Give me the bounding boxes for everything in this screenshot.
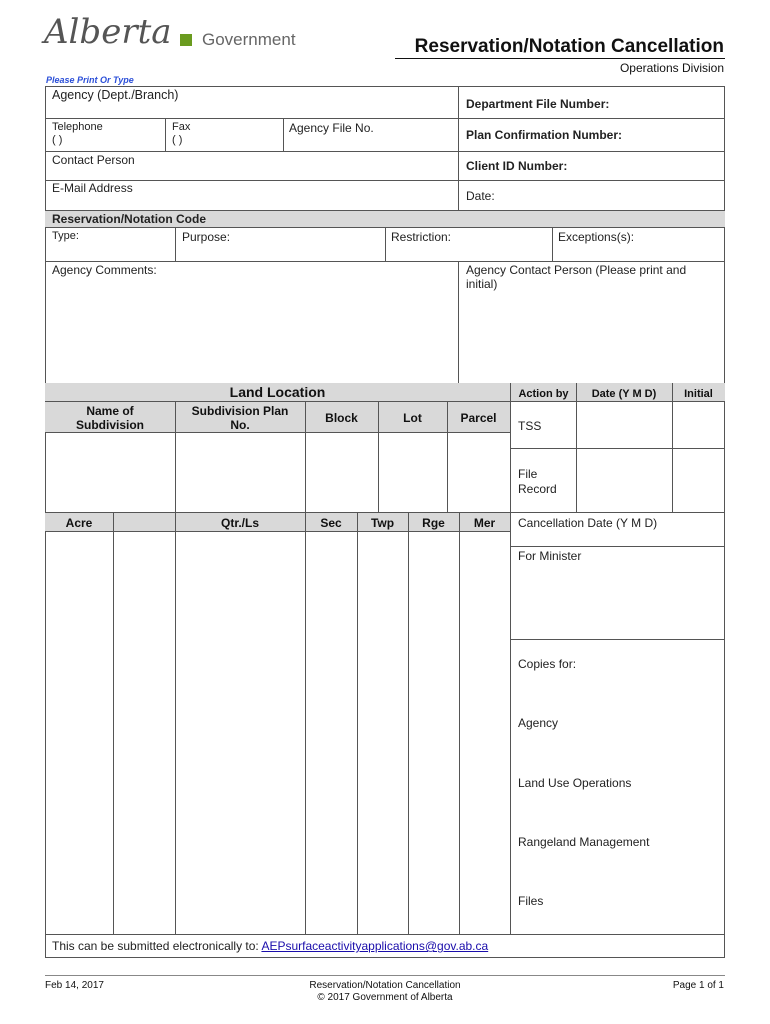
tss-label: TSS <box>518 419 542 433</box>
submit-text <box>52 939 488 953</box>
fax-paren: ( ) <box>172 134 183 146</box>
division-label: Operations Division <box>619 61 724 75</box>
agency-comments-label: Agency Comments: <box>52 263 157 277</box>
col-action-by: Action by <box>518 388 569 400</box>
fax-label: Fax <box>172 121 191 133</box>
restriction-label: Restriction: <box>391 230 452 244</box>
alberta-logo <box>44 10 304 60</box>
title-underline <box>395 58 725 59</box>
col-plan-line2: No. <box>230 418 250 432</box>
copies-for-label: Copies for: <box>518 657 577 671</box>
record-label: Record <box>518 482 557 496</box>
copy-rangeland-label: Rangeland Management <box>518 835 650 849</box>
copy-files-label: Files <box>518 894 544 908</box>
submit-label: This can be submitted electronically to: <box>52 939 259 953</box>
col-initial: Initial <box>684 388 713 400</box>
col-mer: Mer <box>473 516 496 530</box>
footer-copyright: © 2017 Government of Alberta <box>317 992 453 1003</box>
footer-page: Page 1 of 1 <box>672 980 724 991</box>
cancellation-date-label: Cancellation Date (Y M D) <box>518 516 658 530</box>
col-parcel: Parcel <box>460 411 497 425</box>
telephone-label: Telephone <box>52 121 103 133</box>
col-qtr: Qtr./Ls <box>220 516 259 530</box>
email-address-label: E-Mail Address <box>52 181 133 195</box>
copy-land-use-label: Land Use Operations <box>518 776 632 790</box>
code-heading: Reservation/Notation Code <box>52 212 207 226</box>
col-date-ymd: Date (Y M D) <box>591 388 657 400</box>
exceptions-label: Exceptions(s): <box>558 230 635 244</box>
copy-agency-label: Agency <box>518 716 559 730</box>
telephone-paren: ( ) <box>52 134 63 146</box>
print-note: Please Print Or Type <box>46 75 134 85</box>
col-name-line2: Subdivision <box>75 418 144 432</box>
file-label: File <box>518 467 538 481</box>
for-minister-label: For Minister <box>518 549 582 563</box>
agency-file-no-label: Agency File No. <box>289 121 374 135</box>
government-wordmark: Government <box>202 30 296 49</box>
submit-email-link[interactable]: AEPsurfaceactivityapplications@gov.ab.ca <box>261 939 489 953</box>
col-twp: Twp <box>370 516 395 530</box>
land-location-heading: Land Location <box>229 384 326 400</box>
agency-dept-label: Agency (Dept./Branch) <box>52 88 179 102</box>
footer-form-name: Reservation/Notation Cancellation <box>309 980 461 991</box>
plan-confirmation-label: Plan Confirmation Number: <box>466 128 623 142</box>
alberta-wordmark: Alberta <box>44 12 172 52</box>
col-block: Block <box>325 411 358 425</box>
col-rge: Rge <box>422 516 445 530</box>
col-name-line1: Name of <box>86 404 134 418</box>
page-title: Reservation/Notation Cancellation <box>414 36 724 57</box>
footer-divider <box>45 975 725 976</box>
client-id-label: Client ID Number: <box>466 159 568 173</box>
footer-date: Feb 14, 2017 <box>45 980 104 991</box>
col-lot: Lot <box>403 411 422 425</box>
date-label: Date: <box>466 189 495 203</box>
purpose-label: Purpose: <box>182 230 231 244</box>
col-sec: Sec <box>320 516 342 530</box>
department-file-number-label: Department File Number: <box>466 97 610 111</box>
logo-square-icon <box>180 34 192 46</box>
col-plan-line1: Subdivision Plan <box>191 404 289 418</box>
agency-contact-person-line2: initial) <box>466 277 498 291</box>
col-acre: Acre <box>65 516 93 530</box>
type-label: Type: <box>52 230 79 242</box>
contact-person-label: Contact Person <box>52 153 135 167</box>
agency-contact-person-line1: Agency Contact Person (Please print and <box>466 263 687 277</box>
